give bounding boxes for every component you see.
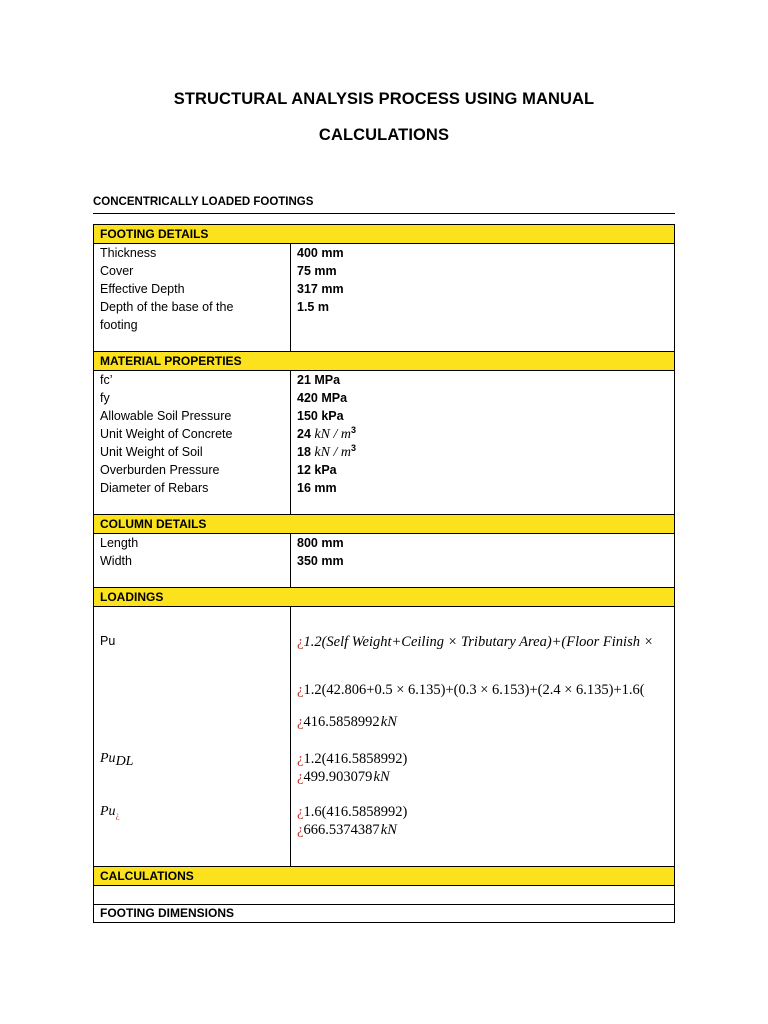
value-overburden-pressure: 12 kPa xyxy=(297,463,337,477)
column-details-row xyxy=(94,534,674,588)
unit-kn-per-m3: kN / m xyxy=(314,445,351,460)
loadings-row xyxy=(94,607,674,867)
label-unit-weight-concrete: Unit Weight of Concrete xyxy=(100,427,233,441)
value-fc: 21 MPa xyxy=(297,373,341,387)
value-thickness: 400 mm xyxy=(297,246,344,260)
pu-dl-equation: ¿1.2(416.5858992) xyxy=(297,751,408,767)
section-divider xyxy=(93,213,675,214)
label-pu: Pu xyxy=(100,634,116,648)
unit-kn-per-m3: kN / m xyxy=(314,427,351,442)
footing-details-row xyxy=(94,244,674,352)
pu-ll-equation: ¿1.6(416.5858992) xyxy=(297,804,408,820)
value-unit-weight-soil: 18 kN / $m^3$ xyxy=(297,443,356,460)
value-unit-weight-concrete: 24 kN / $m^3$ xyxy=(297,425,356,442)
pu-dl-result: ¿499.903079 kN xyxy=(297,769,390,785)
label-thickness: Thickness xyxy=(100,246,157,260)
material-properties-header: MATERIAL PROPERTIES xyxy=(94,352,674,371)
label-effective-depth: Effective Depth xyxy=(100,282,185,296)
value-column-width: 350 mm xyxy=(297,554,344,568)
pu-equation-numeric: ¿1.2(42.806+0.5 × 6.135)+(0.3 × 6.153)+(2.4 × 6.135)+1.6( xyxy=(297,682,645,698)
footing-design-table xyxy=(93,224,675,923)
footing-details-header: FOOTING DETAILS xyxy=(94,225,674,244)
label-depth-base-cont: footing xyxy=(100,318,138,332)
document-title-line2: CALCULATIONS xyxy=(318,126,450,144)
material-properties-row xyxy=(94,371,674,515)
label-fc: fc’ xyxy=(100,373,113,387)
value-allowable-soil-pressure: 150 kPa xyxy=(297,409,344,423)
column-details-header: COLUMN DETAILS xyxy=(94,515,674,534)
value-column-length: 800 mm xyxy=(297,536,344,550)
label-rebar-diameter: Diameter of Rebars xyxy=(100,481,209,495)
label-column-length: Length xyxy=(100,536,139,550)
label-overburden-pressure: Overburden Pressure xyxy=(100,463,220,477)
footing-dimensions-row: FOOTING DIMENSIONS xyxy=(100,906,235,920)
section-heading: CONCENTRICALLY LOADED FOOTINGS xyxy=(93,196,314,208)
value-effective-depth: 317 mm xyxy=(297,282,344,296)
label-cover: Cover xyxy=(100,264,134,278)
value-depth-base: 1.5 m xyxy=(297,300,329,314)
label-pu-ll: $Pu_¿$ xyxy=(100,804,120,820)
document-title-line1: STRUCTURAL ANALYSIS PROCESS USING MANUAL xyxy=(173,90,595,108)
label-fy: fy xyxy=(100,391,110,405)
pu-equation-symbolic: ¿1.2(Self Weight+Ceiling × Tributary Area)+(Floor Finish × xyxy=(297,634,654,650)
value-rebar-diameter: 16 mm xyxy=(297,481,337,495)
pu-ll-result: ¿666.5374387 kN xyxy=(297,822,397,838)
label-pu-dl: $Pu_{DL}$ xyxy=(100,751,134,769)
loadings-header: LOADINGS xyxy=(94,588,674,607)
label-column-width: Width xyxy=(100,554,132,568)
label-depth-base: Depth of the base of the xyxy=(100,300,234,314)
value-fy: 420 MPa xyxy=(297,391,348,405)
value-cover: 75 mm xyxy=(297,264,337,278)
blank-row xyxy=(94,886,674,905)
pu-result: ¿416.5858992 kN xyxy=(297,714,397,730)
label-unit-weight-soil: Unit Weight of Soil xyxy=(100,445,203,459)
label-allowable-soil-pressure: Allowable Soil Pressure xyxy=(100,409,232,423)
calculations-header: CALCULATIONS xyxy=(94,867,674,886)
